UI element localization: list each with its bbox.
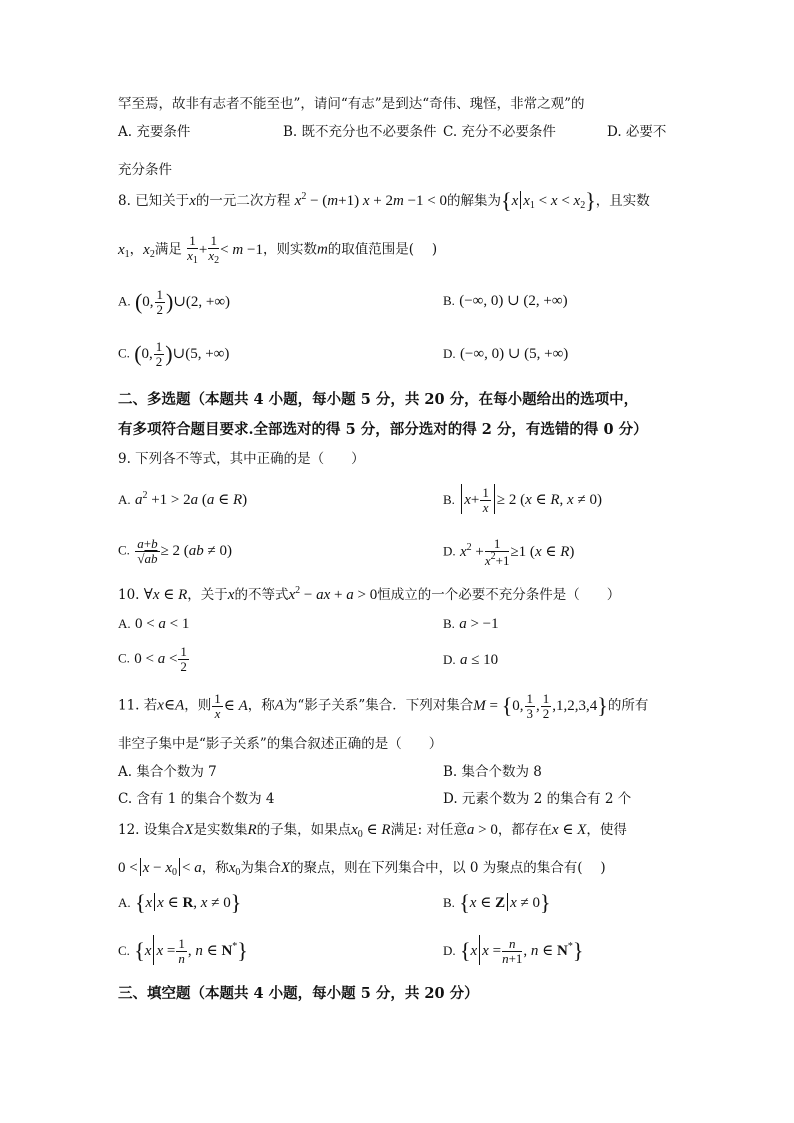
q12-stem-line2: $0 < x - x_0 < a$，称$x_0$为集合X的聚点，则在下列集合中，以 0 为聚点的集合有( )	[118, 860, 606, 878]
q11-stem-line1: 11. 若x∈A，则 $\frac{1}{x}$ ∈ A，称A为“影子关系”集合．下列对集合M = {0, $\frac{1}{3}$ , $\frac{1}{2}$ ,1,2,3,4}的所有	[118, 691, 649, 721]
q9-stem: 9. 下列各不等式，其中正确的是（ ）	[118, 451, 365, 467]
q8-text-c: 的解集为	[447, 193, 502, 209]
q11-set-m: M = {0, $\frac{1}{3}$ , $\frac{1}{2}$ ,1,2,3,4}	[473, 691, 608, 721]
q11-option-c: C. 含有 1 的集合个数为 4	[118, 791, 275, 807]
q12-option-b: B. {x ∈ Z x ≠ 0}	[443, 890, 551, 915]
q9-option-d: D. $x^2$ + $\frac{1}{x^2+1}$ ≥1 (x ∈ R)	[443, 536, 575, 568]
q7-stem-tail: 罕至焉，故非有志者不能至也”，请问“有志”是到达“奇伟、瑰怪，非常之观”的	[118, 96, 585, 112]
q7-option-a: A. 充要条件	[118, 124, 191, 140]
q12-option-d: D. {x x = $\frac{n}{n+1}$ , n ∈ N*}	[443, 936, 584, 967]
q8-option-a: A. (0, $\frac{1}{2}$ )∪(2, +∞)	[118, 287, 231, 317]
q11-option-d: D. 元素个数为 2 的集合有 2 个	[443, 791, 632, 807]
q8-text-d: ，且实数	[595, 193, 650, 209]
q8-stem-line2: $x_1$，$x_2$满足 $\frac{1}{x_1}$ + $\frac{1}{x_2}$ < m −1，则实数m的取值范围是( )	[118, 233, 438, 266]
q12-option-a: A. {x x ∈ R, x ≠ 0}	[118, 890, 242, 915]
q8-option-c: C. (0, $\frac{1}{2}$ )∪(5, +∞)	[118, 339, 230, 369]
q8-number: 8.	[118, 193, 131, 209]
q7-option-c: C. 充分不必要条件	[443, 124, 556, 140]
q10-option-a: A. 0 < a < 1	[118, 616, 190, 632]
q10-stem: 10. ∀x ∈ R，关于x的不等式$x^2$ − ax + a > 0恒成立的一个必要不充分条件是（ ）	[118, 585, 621, 603]
q8-solution-set: {x $x_1 < x < x_2$}	[501, 188, 596, 213]
q8-text-a: 已知关于	[135, 193, 190, 209]
q8-stem-line1: 8. 已知关于x的一元二次方程 $x^2 - (m+1) x + 2m -1 < 0$的解集为{x $x_1 < x < x_2$}，且实数	[118, 188, 650, 213]
q8-option-b: B. (−∞, 0) ∪ (2, +∞)	[443, 293, 568, 309]
q8-condition: $\frac{1}{x_1}$ + $\frac{1}{x_2}$ < m −1	[187, 233, 263, 266]
q11-option-b: B. 集合个数为 8	[443, 764, 542, 780]
section2-heading-line1: 二、多选题（本题共 4 小题，每小题 5 分，共 20 分，在每小题给出的选项中，	[118, 391, 639, 408]
q8-option-d: D. (−∞, 0) ∪ (5, +∞)	[443, 346, 569, 362]
q8-equation: $x^2 - (m+1) x + 2m -1 < 0$	[294, 191, 448, 209]
q11-stem-line2: 非空子集中是“影子关系”的集合叙述正确的是（ ）	[118, 736, 443, 752]
q9-option-a: A. $a^2 +1 > 2a$ (a ∈ R)	[118, 490, 248, 508]
q10-option-b: B. a > −1	[443, 616, 499, 632]
section3-heading: 三、填空题（本题共 4 小题，每小题 5 分，共 20 分）	[118, 985, 479, 1002]
q8-text-e: 满足	[154, 241, 182, 258]
q8-text-g: 的取值范围是( )	[327, 241, 438, 258]
q12-stem-line1: 12. 设集合X是实数集R的子集，如果点$x_0$ ∈ R满足: 对任意a > 0，都存在x ∈ X，使得	[118, 822, 627, 840]
q9-option-b: B. x+ $\frac{1}{x}$ ≥ 2 (x ∈ R, x ≠ 0)	[443, 485, 602, 516]
q8-text-f: ，则实数	[262, 241, 317, 258]
q7-option-d: D. 必要不	[607, 124, 667, 140]
q11-option-a: A. 集合个数为 7	[118, 764, 217, 780]
q10-option-c: C. 0 < a < $\frac{1}{2}$	[118, 644, 187, 674]
q7-option-b: B. 既不充分也不必要条件	[283, 124, 437, 140]
q7-option-d-continued: 充分条件	[118, 162, 172, 178]
q12-option-c: C. {x x = $\frac{1}{n}$ , n ∈ N*}	[118, 936, 248, 967]
q10-option-d: D. a ≤ 10	[443, 652, 499, 668]
q8-text-b: 的一元二次方程	[195, 193, 291, 209]
q9-option-c: C. $\frac{a+b}{√ab}$ ≥ 2 (ab ≠ 0)	[118, 536, 233, 566]
section2-heading-line2: 有多项符合题目要求.全部选对的得 5 分，部分选对的得 2 分，有选错的得 0 分）	[118, 421, 648, 438]
